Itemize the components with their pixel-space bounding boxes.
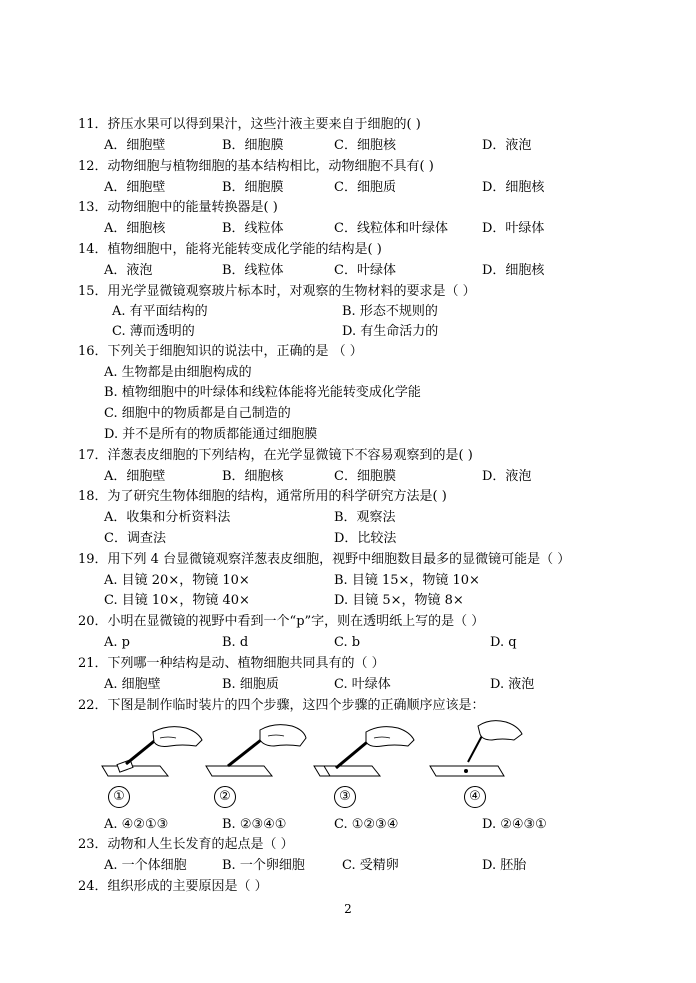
question-17-option-b: B．细胞核 xyxy=(222,469,284,484)
question-15-stem: 15．用光学显微镜观察玻片标本时，对观察的生物材料的要求是（ ） xyxy=(78,284,476,299)
question-21-option-c: C. 叶绿体 xyxy=(334,677,391,692)
figure-step-1 xyxy=(98,718,206,808)
question-19-option-d: D. 目镜 5×，物镜 8× xyxy=(334,593,464,608)
question-13-option-a: A．细胞核 xyxy=(104,221,166,236)
question-17-option-a: A．细胞壁 xyxy=(104,469,166,484)
question-19-option-a: A. 目镜 20×，物镜 10× xyxy=(104,573,250,588)
question-17-option-c: C．细胞膜 xyxy=(334,469,396,484)
question-17-option-d: D．液泡 xyxy=(482,469,532,484)
question-15-option-c: C. 薄而透明的 xyxy=(112,324,195,339)
question-23-option-a: A. 一个体细胞 xyxy=(104,858,187,873)
question-23-option-c: C. 受精卵 xyxy=(342,858,399,873)
question-12-option-b: B．细胞膜 xyxy=(222,180,284,195)
question-22-stem: 22．下图是制作临时装片的四个步骤，这四个步骤的正确顺序应该是： xyxy=(78,698,485,713)
question-16-option-a: A. 生物都是由细胞构成的 xyxy=(104,365,252,380)
question-14-option-d: D．细胞核 xyxy=(482,263,545,278)
question-18-option-a: A．收集和分析资料法 xyxy=(104,510,231,525)
question-18-option-c: C．调查法 xyxy=(104,531,166,546)
question-20-option-a: A. p xyxy=(104,635,130,650)
question-18-stem: 18．为了研究生物体细胞的结构，通常所用的科学研究方法是( ) xyxy=(78,489,447,504)
slide-step-illustration xyxy=(418,718,526,784)
question-11-option-c: C．细胞核 xyxy=(334,138,396,153)
question-13-option-b: B．线粒体 xyxy=(222,221,284,236)
question-16-option-c: C. 细胞中的物质都是自己制造的 xyxy=(104,406,291,421)
question-18-option-b: B．观察法 xyxy=(334,510,396,525)
question-22-option-a: A. ④②①③ xyxy=(104,817,169,832)
figure-step-3 xyxy=(310,718,418,808)
question-15-option-a: A. 有平面结构的 xyxy=(112,304,208,319)
figure-label-4: ④ xyxy=(464,786,486,808)
question-24-stem: 24．组织形成的主要原因是（ ） xyxy=(78,879,268,894)
question-14-option-a: A．液泡 xyxy=(104,263,153,278)
figure-label-3: ③ xyxy=(334,786,356,808)
question-13-option-c: C．线粒体和叶绿体 xyxy=(334,221,448,236)
question-23-option-b: B. 一个卵细胞 xyxy=(222,858,305,873)
question-11-option-d: D．液泡 xyxy=(482,138,532,153)
figure-step-2 xyxy=(202,718,310,808)
question-20-option-d: D. q xyxy=(490,635,517,650)
slide-step-illustration xyxy=(98,718,206,784)
question-21-option-d: D. 液泡 xyxy=(490,677,535,692)
question-21-stem: 21．下列哪一种结构是动、植物细胞共同具有的（ ） xyxy=(78,656,385,671)
question-19-stem: 19．用下列 4 台显微镜观察洋葱表皮细胞，视野中细胞数目最多的显微镜可能是（ ） xyxy=(78,552,571,567)
question-11-stem: 11．挤压水果可以得到果汁，这些汁液主要来自于细胞的( ) xyxy=(78,117,421,132)
question-15-option-b: B. 形态不规则的 xyxy=(342,304,438,319)
question-18-option-d: D．比较法 xyxy=(334,531,397,546)
question-20-option-c: C. b xyxy=(334,635,361,650)
question-12-option-d: D．细胞核 xyxy=(482,180,545,195)
question-15-option-d: D. 有生命活力的 xyxy=(342,324,439,339)
question-16-option-b: B. 植物细胞中的叶绿体和线粒体能将光能转变成化学能 xyxy=(104,385,421,400)
slide-step-illustration xyxy=(310,718,418,784)
question-22-option-d: D. ②④③① xyxy=(482,817,547,832)
figure-step-4 xyxy=(418,718,526,808)
question-14-option-b: B．线粒体 xyxy=(222,263,284,278)
question-12-option-c: C．细胞质 xyxy=(334,180,396,195)
figure-label-2: ② xyxy=(214,786,236,808)
question-19-option-b: B. 目镜 15×，物镜 10× xyxy=(334,573,480,588)
question-11-option-b: B．细胞膜 xyxy=(222,138,284,153)
question-14-stem: 14．植物细胞中，能将光能转变成化学能的结构是( ) xyxy=(78,242,382,257)
question-17-stem: 17．洋葱表皮细胞的下列结构，在光学显微镜下不容易观察到的是( ) xyxy=(78,448,473,463)
question-19-option-c: C. 目镜 10×，物镜 40× xyxy=(104,593,250,608)
question-21-option-a: A. 细胞壁 xyxy=(104,677,161,692)
question-13-stem: 13．动物细胞中的能量转换器是( ) xyxy=(78,200,278,215)
question-22-option-c: C. ①②③④ xyxy=(334,817,399,832)
question-23-stem: 23．动物和人生长发育的起点是（ ） xyxy=(78,837,294,852)
slide-preparation-figure xyxy=(98,718,568,808)
question-16-option-d: D. 并不是所有的物质都能通过细胞膜 xyxy=(104,427,318,442)
question-22-option-b: B. ②③④① xyxy=(222,817,287,832)
question-20-option-b: B. d xyxy=(222,635,249,650)
question-14-option-c: C．叶绿体 xyxy=(334,263,396,278)
question-16-stem: 16．下列关于细胞知识的说法中，正确的是 （ ） xyxy=(78,344,363,359)
question-21-option-b: B. 细胞质 xyxy=(222,677,279,692)
question-13-option-d: D．叶绿体 xyxy=(482,221,545,236)
question-12-stem: 12．动物细胞与植物细胞的基本结构相比，动物细胞不具有( ) xyxy=(78,159,434,174)
question-11-option-a: A．细胞壁 xyxy=(104,138,166,153)
question-12-option-a: A．细胞壁 xyxy=(104,180,166,195)
figure-label-1: ① xyxy=(108,786,130,808)
question-20-stem: 20．小明在显微镜的视野中看到一个“p”字，则在透明纸上写的是（ ） xyxy=(78,614,485,629)
slide-step-illustration xyxy=(202,718,310,784)
question-23-option-d: D. 胚胎 xyxy=(482,858,527,873)
page-number: 2 xyxy=(344,902,352,916)
